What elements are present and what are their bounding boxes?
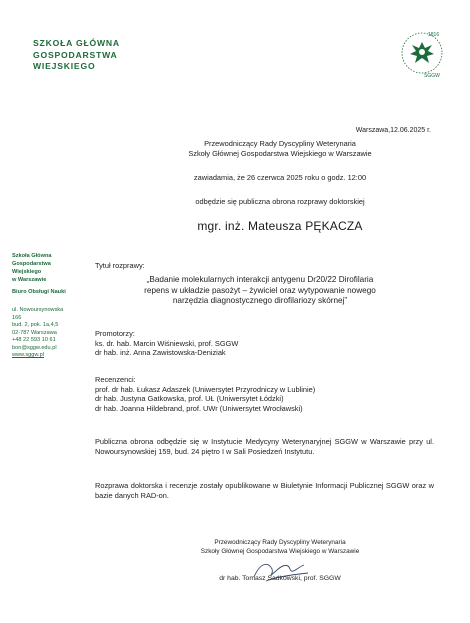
sidebar-institution-line: w Warszawie bbox=[12, 277, 47, 283]
thesis-title bbox=[100, 275, 420, 307]
reviewer-item: prof. dr hab. Łukasz Adaszek (Uniwersytet Przyrodniczy w Lublinie) bbox=[95, 384, 316, 394]
thesis-title-line: repens w układzie pasożyt – żywiciel oraz wytypowanie nowego bbox=[144, 285, 376, 295]
promoter-item: dr hab. inż. Anna Zawistowska-Deniziak bbox=[95, 348, 226, 357]
logo-year: 1816 bbox=[428, 32, 440, 38]
sidebar-institution-line: Wiejskiego bbox=[12, 269, 42, 275]
logo-text: SGGW bbox=[424, 73, 440, 79]
promoters-label: Promotorzy: bbox=[95, 329, 135, 338]
thesis-label: Tytuł rozprawy: bbox=[95, 261, 145, 270]
promoters-section bbox=[95, 329, 435, 358]
sidebar-address-line: bud. 2, pok. 1a,4,5 bbox=[12, 322, 59, 328]
announcer-line: Przewodniczący Rady Dyscypliny Weterynaria bbox=[204, 139, 356, 148]
sidebar-website-link[interactable]: www.sggw.pl bbox=[12, 352, 45, 358]
reviewer-item: dr hab. Justyna Gatkowska, prof. UŁ (Uniwersytet Łódzki) bbox=[95, 394, 284, 403]
sidebar-address-line: +48 22 593 10 61 bbox=[12, 337, 56, 343]
sidebar-email-link[interactable]: bon@sggw.edu.pl bbox=[12, 344, 57, 351]
sidebar-address-line: ul. Nowoursynowska bbox=[12, 307, 64, 313]
sidebar-institution-line: Gospodarstwa bbox=[12, 261, 51, 267]
promoter-item: ks. dr. hab. Marcin Wiśniewski, prof. SGGW bbox=[95, 338, 239, 348]
sidebar-address bbox=[12, 307, 80, 360]
signature-block bbox=[160, 538, 400, 556]
announcer-line: Szkoły Głównej Gospodarstwa Wiejskiego w Warszawie bbox=[188, 149, 372, 158]
sidebar-address-line: 166 bbox=[12, 314, 22, 321]
university-name-line: WIEJSKIEGO bbox=[33, 61, 96, 71]
signature-title-line: Przewodniczący Rady Dyscypliny Weterynaria bbox=[214, 539, 346, 546]
announcement-date: zawiadamia, że 26 czerwca 2025 roku o godz. 12:00 bbox=[193, 173, 367, 182]
candidate-name: mgr. inż. Mateusza PĘKACZA bbox=[197, 219, 363, 233]
sidebar bbox=[12, 252, 80, 360]
document-date: Warszawa,12.06.2025 r. bbox=[355, 127, 431, 134]
sidebar-institution-line: Szkoła Główna bbox=[12, 253, 52, 259]
announcement-event: odbędzie się publiczna obrona rozprawy doktorskiej bbox=[195, 197, 365, 206]
reviewers-section bbox=[95, 375, 435, 413]
thesis-title-line: narzędzia diagnostycznego dirofilariozy skórnej” bbox=[172, 296, 348, 305]
sidebar-unit: Biuro Obsługi Nauki bbox=[12, 289, 66, 295]
university-name bbox=[33, 38, 120, 73]
reviewer-item: dr hab. Joanna Hildebrand, prof. UWr (Uniwersytet Wrocławski) bbox=[95, 403, 303, 413]
sidebar-address-line: 02-787 Warszawa bbox=[12, 329, 57, 336]
university-name-line: GOSPODARSTWA bbox=[33, 49, 118, 60]
thesis-title-line: „Badanie molekularnych interakcji antygenu Dr20/22 Dirofilaria bbox=[146, 275, 374, 284]
signatory-name: dr hab. Tomasz Sadkowski, prof. SGGW bbox=[219, 575, 341, 582]
university-name-line: SZKOŁA GŁÓWNA bbox=[33, 38, 120, 48]
publication-notice: Rozprawa doktorska i recenzje zostały opublikowane w Biuletynie Informacji Publicznej SGGW oraz w bazie danych RAD-on. bbox=[95, 481, 434, 500]
defense-location-notice: Publiczna obrona odbędzie się w Instytucie Medycyny Weterynaryjnej SGGW w Warszawie przy ul. Nowoursynowskiej 159, bud. 24 piętro I w Sali Posiedzeń Instytutu. bbox=[95, 437, 434, 456]
sggw-emblem-icon bbox=[398, 28, 446, 82]
signature-title-line: Szkoły Głównej Gospodarstwa Wiejskiego w Warszawie bbox=[200, 548, 360, 555]
announcer bbox=[90, 139, 470, 159]
reviewers-label: Recenzenci: bbox=[95, 375, 136, 384]
sidebar-institution bbox=[12, 252, 80, 284]
